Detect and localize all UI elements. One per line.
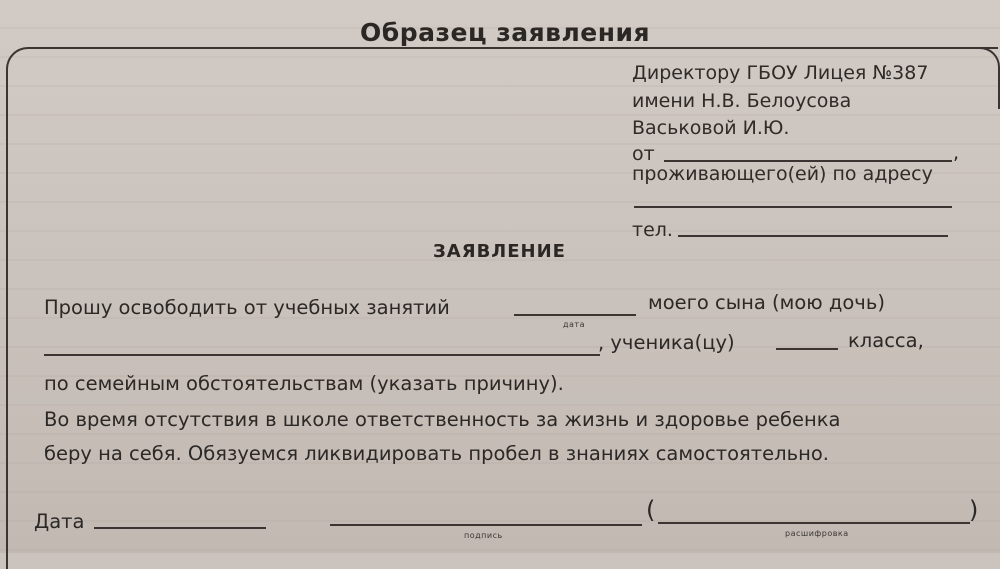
open-paren: ( bbox=[646, 496, 656, 524]
transcript-field-line[interactable] bbox=[658, 522, 970, 524]
child-name-field-line[interactable] bbox=[44, 354, 600, 356]
date-caption: дата bbox=[563, 320, 585, 329]
body-line4: Во время отсутствия в школе ответственность за жизнь и здоровье ребенка bbox=[44, 408, 841, 431]
class-field-line[interactable] bbox=[776, 348, 838, 350]
phone-label: тел. bbox=[632, 219, 673, 241]
signature-caption: подпись bbox=[464, 531, 503, 540]
addressee-line3: Васьковой И.Ю. bbox=[632, 117, 790, 139]
from-label: от bbox=[632, 143, 655, 165]
close-paren: ) bbox=[969, 496, 979, 524]
address-field-line[interactable] bbox=[634, 206, 952, 208]
body-line2-mid: , ученика(цу) bbox=[598, 331, 735, 354]
form-frame-corner bbox=[972, 47, 1000, 109]
transcript-caption: расшифровка bbox=[785, 529, 849, 538]
body-line1-end: моего сына (мою дочь) bbox=[648, 291, 885, 314]
body-line5: беру на себя. Обязуемся ликвидировать пробел в знаниях самостоятельно. bbox=[44, 442, 829, 465]
residing-label: проживающего(ей) по адресу bbox=[632, 163, 933, 185]
footer-date-label: Дата bbox=[34, 510, 85, 533]
date-field-line[interactable] bbox=[514, 314, 636, 316]
footer-date-field-line[interactable] bbox=[94, 527, 266, 529]
addressee-line2: имени Н.В. Белоусова bbox=[632, 90, 852, 112]
body-line2-end: класса, bbox=[848, 329, 924, 352]
signature-field-line[interactable] bbox=[330, 524, 642, 526]
page-title: Образец заявления bbox=[360, 18, 651, 47]
phone-field-line[interactable] bbox=[678, 235, 948, 237]
body-line3: по семейным обстоятельствам (указать причину). bbox=[44, 372, 564, 395]
addressee-line1: Директору ГБОУ Лицея №387 bbox=[632, 62, 929, 84]
from-field-line[interactable] bbox=[664, 160, 952, 162]
body-line1-start: Прошу освободить от учебных занятий bbox=[44, 296, 450, 319]
document-heading: ЗАЯВЛЕНИЕ bbox=[433, 241, 566, 262]
from-comma: , bbox=[953, 142, 960, 164]
